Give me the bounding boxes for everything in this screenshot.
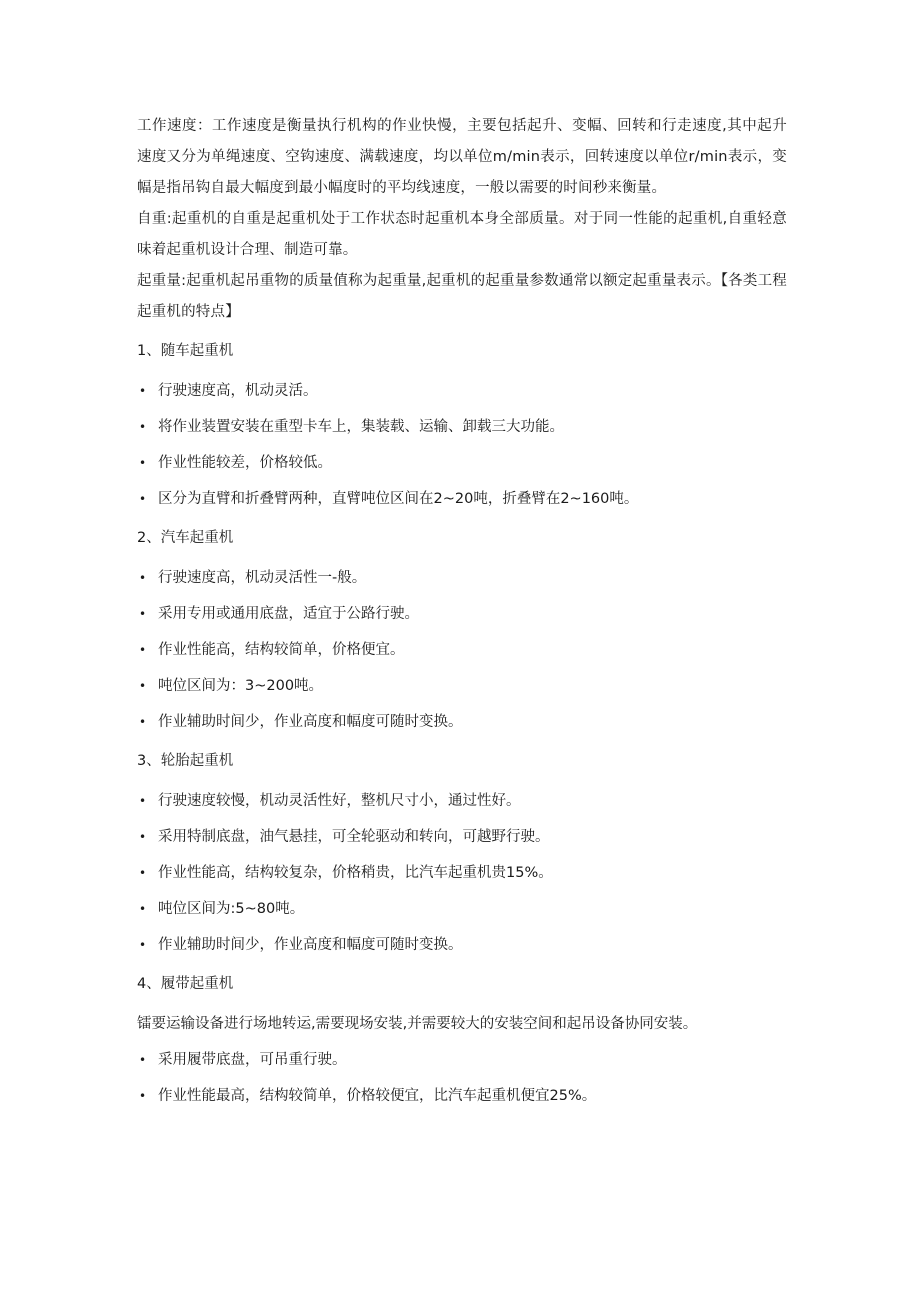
list-item bbox=[137, 1049, 787, 1071]
list-item bbox=[137, 567, 787, 589]
list-item bbox=[137, 452, 787, 474]
list-item bbox=[137, 711, 787, 733]
list-item bbox=[137, 603, 787, 625]
list-item-text: 吨位区间为:5~80吨。 bbox=[158, 901, 305, 917]
feature-list bbox=[137, 380, 787, 510]
list-item bbox=[137, 826, 787, 848]
list-item bbox=[137, 639, 787, 661]
document-page bbox=[137, 111, 787, 1107]
section-heading: 2、汽车起重机 bbox=[137, 530, 234, 546]
bullet-icon: • bbox=[139, 938, 147, 952]
list-item bbox=[137, 934, 787, 956]
list-item bbox=[137, 380, 787, 402]
list-item-text: 作业性能高，结构较简单，价格便宜。 bbox=[158, 642, 405, 658]
bullet-icon: • bbox=[139, 492, 147, 506]
list-item-text: 采用特制底盘，油气悬挂，可全轮驱动和转向，可越野行驶。 bbox=[158, 829, 550, 845]
bullet-icon: • bbox=[139, 571, 147, 585]
bullet-icon: • bbox=[139, 902, 147, 916]
bullet-icon: • bbox=[139, 1089, 147, 1103]
list-item bbox=[137, 790, 787, 812]
list-item-text: 将作业装置安装在重型卡车上，集装载、运输、卸载三大功能。 bbox=[158, 419, 564, 435]
list-item-text: 吨位区间为：3~200吨。 bbox=[158, 678, 324, 694]
section-truck-crane bbox=[137, 527, 787, 733]
list-item-text: 行驶速度高，机动灵活。 bbox=[158, 383, 318, 399]
list-item bbox=[137, 862, 787, 884]
list-item-text: 作业性能高，结构较复杂，价格稍贵，比汽车起重机贵15%。 bbox=[158, 865, 553, 881]
paragraph-self-weight: 自重:起重机的自重是起重机处于工作状态时起重机本身全部质量。对于同一性能的起重机,自重轻意味着起重机设计合理、制造可靠。 bbox=[137, 211, 787, 258]
list-item-text: 作业性能较差，价格较低。 bbox=[158, 455, 332, 471]
list-item bbox=[137, 416, 787, 438]
bullet-icon: • bbox=[139, 1053, 147, 1067]
bullet-icon: • bbox=[139, 456, 147, 470]
bullet-icon: • bbox=[139, 384, 147, 398]
section-heading: 3、轮胎起重机 bbox=[137, 753, 234, 769]
section-truck-mounted-crane bbox=[137, 340, 787, 510]
feature-list bbox=[137, 790, 787, 956]
paragraph-lifting-capacity: 起重量:起重机起吊重物的质量值称为起重量,起重机的起重量参数通常以额定起重量表示。【各类工程起重机的特点】 bbox=[137, 273, 787, 320]
list-item-text: 作业辅助时间少，作业高度和幅度可随时变换。 bbox=[158, 937, 463, 953]
list-item-text: 采用履带底盘，可吊重行驶。 bbox=[158, 1052, 347, 1068]
list-item-text: 区分为直臂和折叠臂两种，直臂吨位区间在2~20吨，折叠臂在2~160吨。 bbox=[158, 491, 639, 507]
section-crawler-crane bbox=[137, 973, 787, 1107]
paragraph-working-speed: 工作速度：工作速度是衡量执行机构的作业快慢，主要包括起升、变幅、回转和行走速度,其中起升速度又分为单绳速度、空钩速度、满载速度，均以单位m/min表示，回转速度以单位r/min表示，变幅是指吊钩自最大幅度到最小幅度时的平均线速度，一般以需要的时间秒来衡量。 bbox=[137, 118, 787, 196]
bullet-icon: • bbox=[139, 794, 147, 808]
list-item bbox=[137, 1085, 787, 1107]
bullet-icon: • bbox=[139, 679, 147, 693]
feature-list bbox=[137, 567, 787, 733]
bullet-icon: • bbox=[139, 643, 147, 657]
list-item-text: 作业性能最高，结构较简单，价格较便宜，比汽车起重机便宜25%。 bbox=[158, 1088, 597, 1104]
bullet-icon: • bbox=[139, 420, 147, 434]
list-item-text: 作业辅助时间少，作业高度和幅度可随时变换。 bbox=[158, 714, 463, 730]
list-item-text: 采用专用或通用底盘，适宜于公路行驶。 bbox=[158, 606, 419, 622]
list-item bbox=[137, 488, 787, 510]
section-heading: 1、随车起重机 bbox=[137, 343, 234, 359]
feature-list bbox=[137, 1049, 787, 1107]
section-wheel-crane bbox=[137, 750, 787, 956]
list-item-text: 行驶速度高，机动灵活性一-般。 bbox=[158, 570, 367, 586]
list-item bbox=[137, 898, 787, 920]
section-note: 镭要运输设备进行场地转运,需要现场安装,并需要较大的安装空间和起吊设备协同安装。 bbox=[137, 1016, 698, 1032]
bullet-icon: • bbox=[139, 830, 147, 844]
bullet-icon: • bbox=[139, 866, 147, 880]
bullet-icon: • bbox=[139, 607, 147, 621]
bullet-icon: • bbox=[139, 715, 147, 729]
list-item bbox=[137, 675, 787, 697]
section-heading: 4、履带起重机 bbox=[137, 976, 234, 992]
list-item-text: 行驶速度较慢，机动灵活性好，整机尺寸小，通过性好。 bbox=[158, 793, 521, 809]
